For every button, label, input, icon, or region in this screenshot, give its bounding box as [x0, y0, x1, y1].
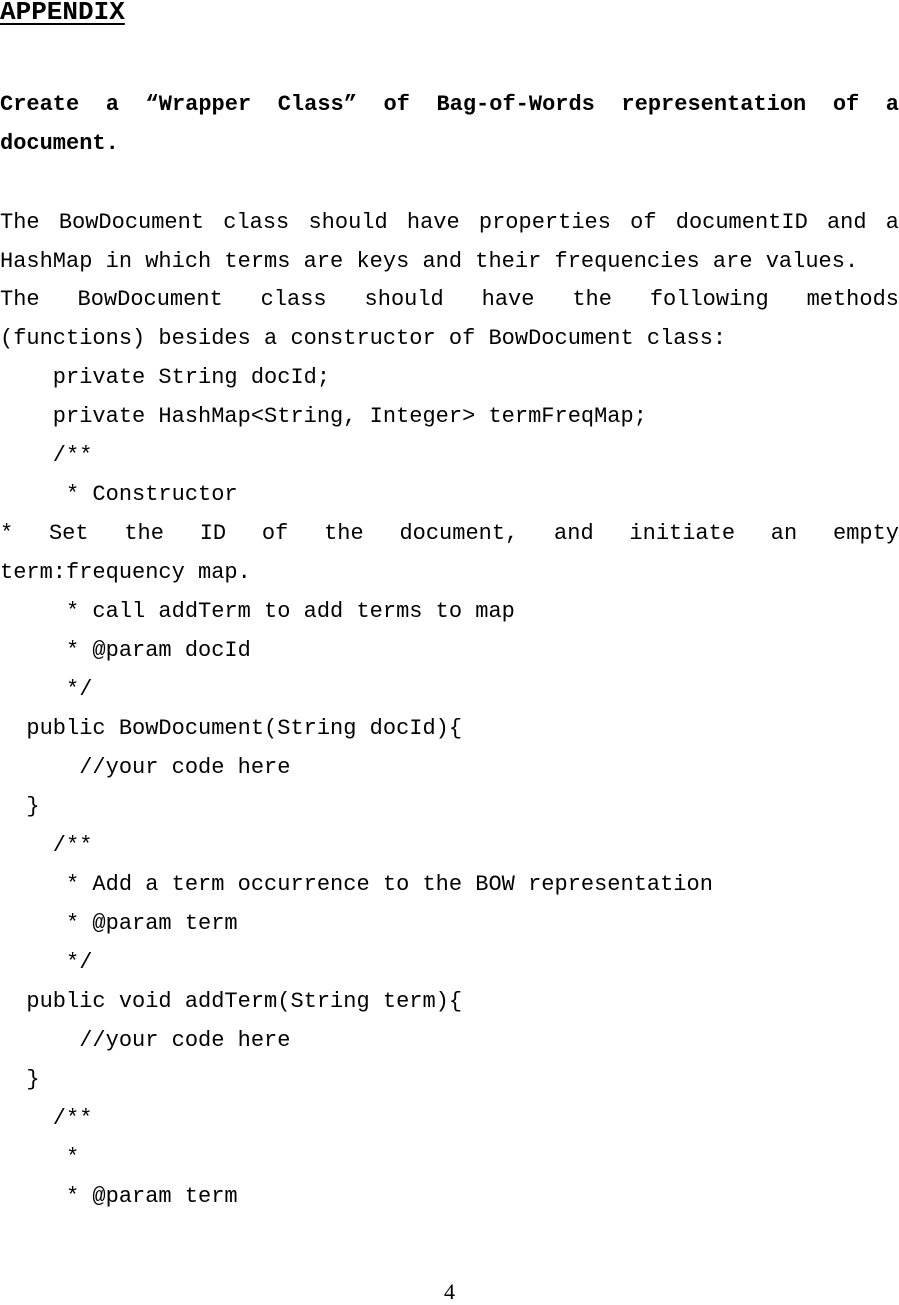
code-line: private HashMap<String, Integer> termFreqMap;: [0, 404, 647, 429]
code-line: term:frequency map.: [0, 560, 251, 585]
code-line: private String docId;: [0, 365, 331, 390]
code-line: */: [0, 677, 93, 702]
appendix-heading: APPENDIX: [0, 0, 125, 27]
code-line: * @param term: [0, 911, 238, 936]
code-line: * Constructor: [0, 482, 238, 507]
code-line: * @param term: [0, 1184, 238, 1209]
code-line: //your code here: [0, 1028, 291, 1053]
code-line: * Set the ID of the document, and initiate an empty: [0, 521, 899, 546]
title-line-1: Create a “Wrapper Class” of Bag-of-Words representation of a: [0, 92, 899, 117]
code-line: /**: [0, 443, 93, 468]
code-line: public BowDocument(String docId){: [0, 716, 463, 741]
intro-line-3: The BowDocument class should have the following methods: [0, 287, 899, 312]
code-line: //your code here: [0, 755, 291, 780]
code-line: }: [0, 1067, 40, 1092]
code-line: /**: [0, 1106, 93, 1131]
code-line: public void addTerm(String term){: [0, 989, 463, 1014]
intro-line-4: (functions) besides a constructor of BowDocument class:: [0, 326, 727, 351]
code-line: */: [0, 950, 93, 975]
page-number: 4: [444, 1279, 455, 1304]
intro-line-2: HashMap in which terms are keys and their frequencies are values.: [0, 249, 859, 274]
code-line: * call addTerm to add terms to map: [0, 599, 515, 624]
intro-line-1: The BowDocument class should have properties of documentID and a: [0, 210, 899, 235]
code-line: * Add a term occurrence to the BOW representation: [0, 872, 713, 897]
code-line: /**: [0, 833, 93, 858]
code-line: }: [0, 794, 40, 819]
code-line: *: [0, 1145, 80, 1170]
title-line-2: document.: [0, 131, 119, 156]
code-line: * @param docId: [0, 638, 251, 663]
